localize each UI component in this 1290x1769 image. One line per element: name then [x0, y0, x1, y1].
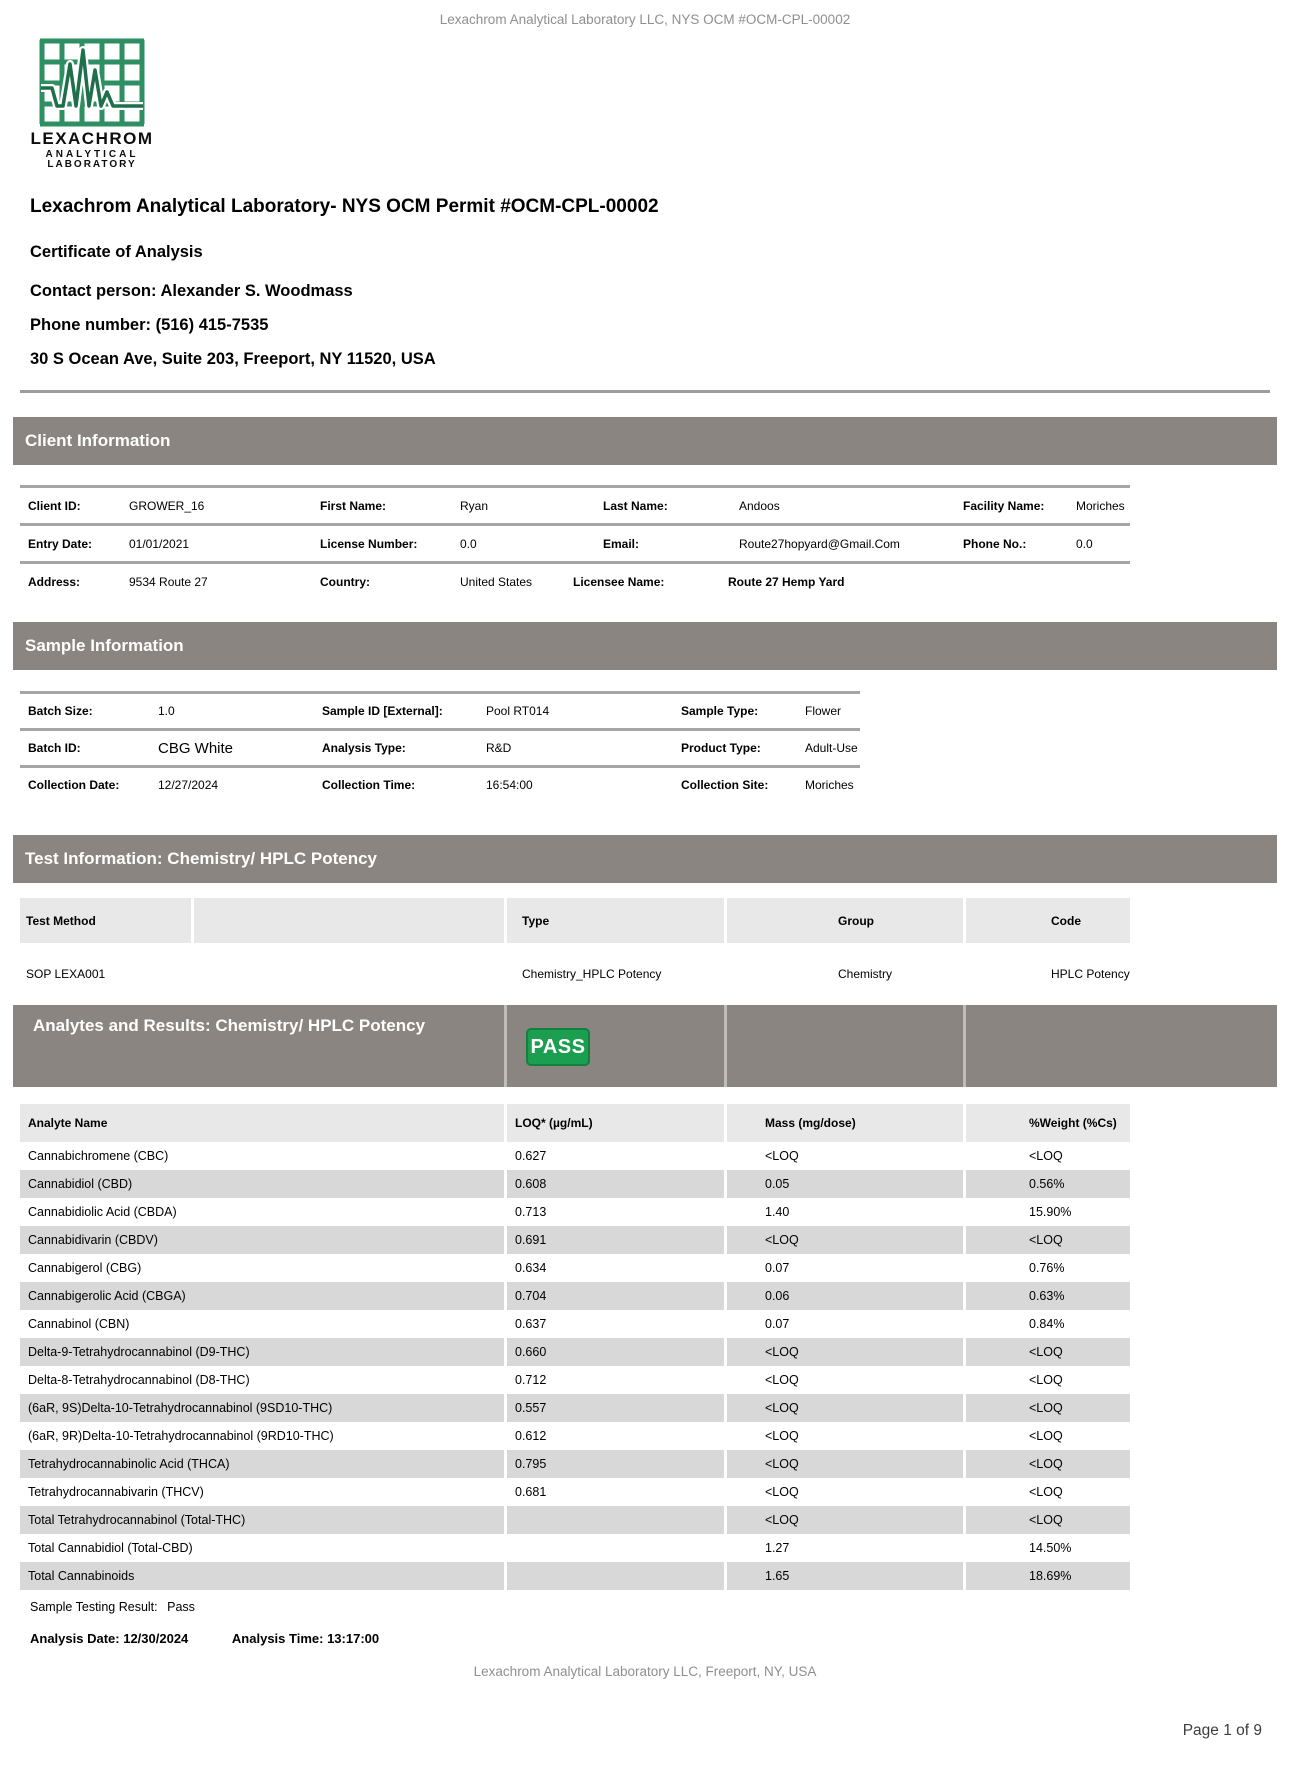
group-value: Chemistry — [838, 967, 893, 981]
field-label: Analysis Type: — [322, 741, 406, 755]
column-header-weight: %Weight (%Cs) — [1029, 1116, 1117, 1130]
analyte-row — [20, 1450, 1130, 1478]
result-value: Pass — [167, 1600, 195, 1614]
analyte-value: 0.56% — [1029, 1177, 1065, 1191]
analyte-value: <LOQ — [1029, 1513, 1063, 1527]
field-value: 9534 Route 27 — [129, 574, 208, 589]
client-information-table — [20, 485, 1130, 599]
column-header-analyte-name: Analyte Name — [28, 1116, 108, 1130]
analyte-value: <LOQ — [1029, 1485, 1063, 1499]
analyte-value: <LOQ — [765, 1513, 799, 1527]
field-label: Licensee Name: — [573, 574, 665, 589]
analyte-row — [20, 1226, 1130, 1254]
analyte-name: Tetrahydrocannabivarin (THCV) — [28, 1485, 204, 1499]
logo-text-lexachrom: LEXACHROM — [30, 129, 154, 148]
logo-text-analytical: ANALYTICAL — [45, 148, 139, 160]
section-title: Client Information — [25, 431, 171, 450]
analyte-row — [20, 1562, 1130, 1590]
field-value: Route 27 Hemp Yard — [728, 574, 845, 589]
analyte-row — [20, 1422, 1130, 1450]
analytes-header-row — [20, 1104, 1130, 1142]
test-method-value: SOP LEXA001 — [26, 967, 106, 981]
contact-person-line: Contact person: Alexander S. Woodmass — [30, 282, 353, 300]
info-row — [20, 728, 860, 765]
analyte-value: <LOQ — [1029, 1373, 1063, 1387]
field-value: 0.0 — [1076, 536, 1093, 551]
analyte-row — [20, 1506, 1130, 1534]
test-information-row — [20, 958, 1130, 990]
analyte-value: 0.612 — [515, 1429, 547, 1443]
analyte-value: 0.05 — [765, 1177, 790, 1191]
field-value: 12/27/2024 — [158, 778, 219, 792]
phone-number-line: Phone number: (516) 415-7535 — [30, 316, 269, 334]
analyte-value: 0.557 — [515, 1401, 547, 1415]
analyte-row — [20, 1254, 1130, 1282]
column-header-type: Type — [522, 913, 550, 928]
field-label: Product Type: — [681, 741, 761, 755]
info-row — [20, 523, 1130, 561]
field-value: Pool RT014 — [486, 704, 550, 718]
field-label: Country: — [320, 574, 370, 589]
field-label: Client ID: — [28, 498, 81, 513]
field-label: Batch Size: — [28, 704, 93, 718]
analyte-value: 0.713 — [515, 1205, 547, 1219]
analyte-value: <LOQ — [1029, 1457, 1063, 1471]
field-value: GROWER_16 — [129, 498, 205, 513]
analytes-results-table — [20, 1142, 1130, 1590]
analyte-value: <LOQ — [765, 1345, 799, 1359]
info-row — [20, 561, 1130, 599]
analyte-row — [20, 1282, 1130, 1310]
analyte-name: Cannabichromene (CBC) — [28, 1149, 169, 1163]
field-value: 01/01/2021 — [129, 536, 190, 551]
section-sample-information — [13, 622, 1277, 670]
analyte-value: 0.627 — [515, 1149, 547, 1163]
field-value: Adult-Use — [805, 741, 858, 755]
sample-information-table — [20, 691, 860, 802]
test-information-header-row — [20, 898, 1130, 943]
section-test-information — [13, 835, 1277, 883]
field-label: First Name: — [320, 498, 387, 513]
info-row — [20, 691, 860, 728]
analyte-name: Tetrahydrocannabinolic Acid (THCA) — [28, 1457, 230, 1471]
field-value: Ryan — [460, 498, 489, 513]
analyte-value: <LOQ — [1029, 1401, 1063, 1415]
info-row — [20, 485, 1130, 523]
analyte-value: <LOQ — [765, 1457, 799, 1471]
analyte-value: 0.691 — [515, 1233, 547, 1247]
analyte-row — [20, 1142, 1130, 1170]
analyte-row — [20, 1310, 1130, 1338]
pass-status-badge: PASS — [526, 1028, 590, 1066]
document-header-line: Lexachrom Analytical Laboratory LLC, NYS OCM #OCM-CPL-00002 — [439, 12, 851, 27]
analyte-value: 0.63% — [1029, 1289, 1065, 1303]
info-row — [20, 765, 860, 802]
analyte-value: 0.76% — [1029, 1261, 1065, 1275]
chromatogram-grid-icon — [26, 36, 158, 128]
page-title: Lexachrom Analytical Laboratory- NYS OCM Permit #OCM-CPL-00002 — [30, 196, 659, 217]
analyte-value: 0.634 — [515, 1261, 547, 1275]
column-header-mass: Mass (mg/dose) — [765, 1116, 856, 1130]
section-title: Test Information: Chemistry/ HPLC Potency — [25, 849, 378, 868]
field-value: R&D — [486, 741, 512, 755]
field-label: Facility Name: — [963, 498, 1045, 513]
analyte-value: <LOQ — [765, 1401, 799, 1415]
analyte-name: Cannabigerolic Acid (CBGA) — [28, 1289, 186, 1303]
field-value: Moriches — [805, 778, 854, 792]
analysis-date-value: 12/30/2024 — [123, 1631, 189, 1646]
field-value: Route27hopyard@Gmail.Com — [739, 536, 900, 551]
type-value: Chemistry_HPLC Potency — [522, 967, 662, 981]
field-value: United States — [460, 574, 533, 589]
analyte-name: (6aR, 9R)Delta-10-Tetrahydrocannabinol (9RD10-THC) — [28, 1429, 334, 1443]
code-value: HPLC Potency — [1051, 967, 1130, 981]
analyte-value: 1.65 — [765, 1569, 790, 1583]
analyte-value: 0.07 — [765, 1261, 790, 1275]
field-label: Phone No.: — [963, 536, 1027, 551]
analyte-name: Delta-8-Tetrahydrocannabinol (D8-THC) — [28, 1373, 250, 1387]
analyte-row — [20, 1478, 1130, 1506]
analyte-name: Cannabidivarin (CBDV) — [28, 1233, 158, 1247]
logo-text-laboratory: LABORATORY — [47, 159, 137, 171]
analyte-name: Delta-9-Tetrahydrocannabinol (D9-THC) — [28, 1345, 250, 1359]
analyte-row — [20, 1198, 1130, 1226]
analyte-name: Cannabidiolic Acid (CBDA) — [28, 1205, 177, 1219]
field-label: Collection Time: — [322, 778, 416, 792]
analyte-value: 0.660 — [515, 1345, 547, 1359]
column-header-group: Group — [838, 913, 874, 928]
analyte-name: Cannabinol (CBN) — [28, 1317, 130, 1331]
analyte-value: <LOQ — [765, 1429, 799, 1443]
field-label: Collection Site: — [681, 778, 769, 792]
analyte-row — [20, 1366, 1130, 1394]
analyte-value: 0.06 — [765, 1289, 790, 1303]
column-header-code: Code — [1051, 913, 1081, 928]
section-title: Sample Information — [25, 636, 184, 655]
analysis-date-label: Analysis Date: — [30, 1631, 120, 1646]
field-value: CBG White — [158, 739, 234, 757]
analyte-name: Cannabidiol (CBD) — [28, 1177, 133, 1191]
analyte-value: <LOQ — [1029, 1345, 1063, 1359]
analyte-value: <LOQ — [1029, 1429, 1063, 1443]
column-header-loq: LOQ* (µg/mL) — [515, 1116, 593, 1130]
analyte-row — [20, 1170, 1130, 1198]
analyte-row — [20, 1534, 1130, 1562]
field-value: Andoos — [739, 498, 780, 513]
column-header-test-method: Test Method — [26, 913, 96, 928]
analyte-value: 0.637 — [515, 1317, 547, 1331]
analyte-name: Total Tetrahydrocannabinol (Total-THC) — [28, 1513, 246, 1527]
section-title: Analytes and Results: Chemistry/ HPLC Potency — [33, 1016, 426, 1035]
document-footer-line: Lexachrom Analytical Laboratory LLC, Freeport, NY, USA — [473, 1664, 817, 1679]
analyte-name: Total Cannabidiol (Total-CBD) — [28, 1541, 193, 1555]
field-label: Collection Date: — [28, 778, 120, 792]
lab-address-line: 30 S Ocean Ave, Suite 203, Freeport, NY 11520, USA — [30, 350, 436, 368]
analyte-value: 18.69% — [1029, 1569, 1072, 1583]
analyte-value: <LOQ — [765, 1485, 799, 1499]
field-label: Last Name: — [603, 498, 668, 513]
analyte-value: 14.50% — [1029, 1541, 1072, 1555]
field-label: Batch ID: — [28, 741, 81, 755]
analysis-time-label: Analysis Time: — [231, 1631, 324, 1646]
field-value: 0.0 — [460, 536, 477, 551]
lexachrom-logo — [26, 36, 158, 171]
analyte-value: <LOQ — [1029, 1233, 1063, 1247]
analyte-value: 0.608 — [515, 1177, 547, 1191]
analyte-name: Total Cannabinoids — [28, 1569, 135, 1583]
sample-testing-result — [30, 1600, 195, 1614]
analyte-value: <LOQ — [765, 1233, 799, 1247]
analysis-time-value: 13:17:00 — [327, 1631, 380, 1646]
analyte-name: (6aR, 9S)Delta-10-Tetrahydrocannabinol (9SD10-THC) — [28, 1401, 333, 1415]
analyte-value: 0.795 — [515, 1457, 547, 1471]
analyte-value: <LOQ — [765, 1149, 799, 1163]
horizontal-divider — [20, 390, 1270, 393]
field-label: Sample ID [External]: — [322, 704, 443, 718]
analyte-value: 0.07 — [765, 1317, 790, 1331]
analyte-value: 1.40 — [765, 1205, 790, 1219]
field-value: 1.0 — [158, 704, 175, 718]
analyte-value: 0.704 — [515, 1289, 547, 1303]
analyte-value: 0.681 — [515, 1485, 547, 1499]
certificate-label: Certificate of Analysis — [30, 243, 203, 261]
field-label: Address: — [28, 574, 81, 589]
analyte-value: 15.90% — [1029, 1205, 1072, 1219]
field-label: Entry Date: — [28, 536, 93, 551]
analysis-date-time — [30, 1631, 379, 1646]
field-label: Email: — [603, 536, 640, 551]
analyte-row — [20, 1394, 1130, 1422]
field-label: Sample Type: — [681, 704, 759, 718]
field-value: Moriches — [1076, 498, 1125, 513]
section-client-information — [13, 417, 1277, 465]
page-number: Page 1 of 9 — [1182, 1722, 1262, 1739]
analyte-row — [20, 1338, 1130, 1366]
section-analytes-results — [13, 1005, 1277, 1087]
analyte-value: 0.84% — [1029, 1317, 1065, 1331]
analyte-value: <LOQ — [765, 1373, 799, 1387]
analyte-value: <LOQ — [1029, 1149, 1063, 1163]
analyte-value: 0.712 — [515, 1373, 547, 1387]
field-label: License Number: — [320, 536, 418, 551]
field-value: 16:54:00 — [486, 778, 533, 792]
result-label: Sample Testing Result: — [30, 1600, 158, 1614]
analyte-name: Cannabigerol (CBG) — [28, 1261, 142, 1275]
analyte-value: 1.27 — [765, 1541, 790, 1555]
field-value: Flower — [805, 704, 842, 718]
